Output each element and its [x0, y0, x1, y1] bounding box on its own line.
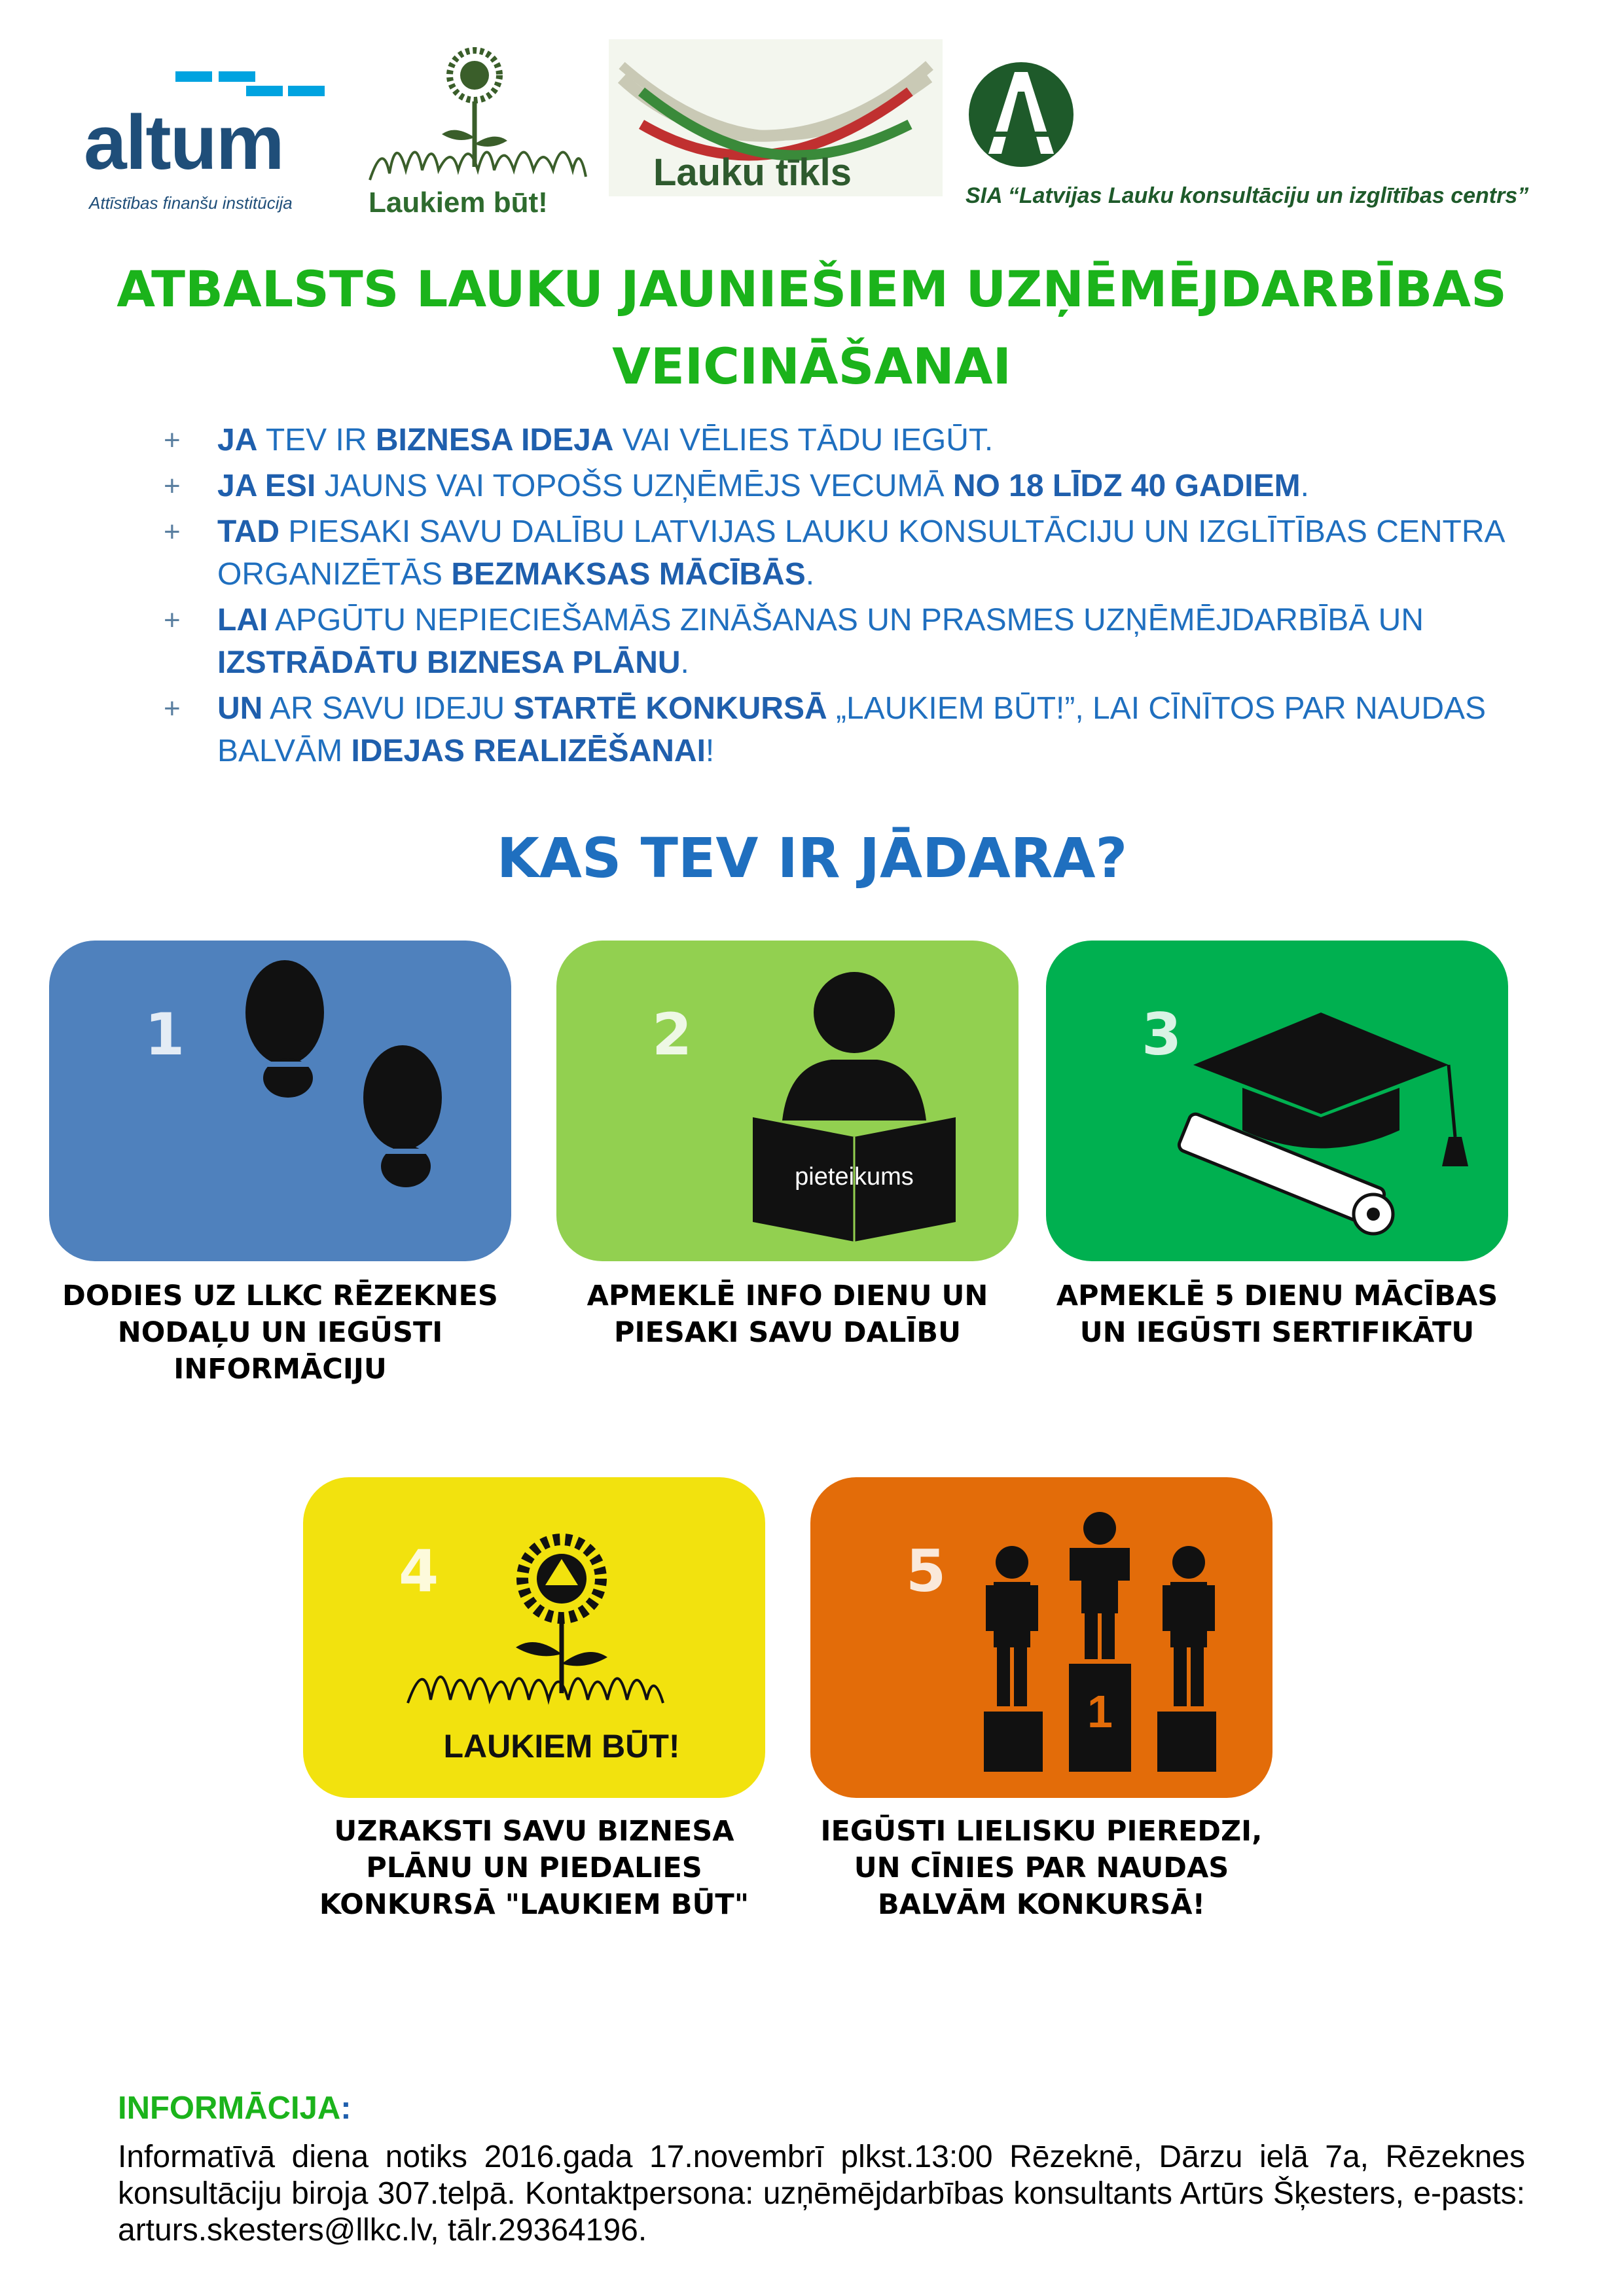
bullet-emphasis: LAI: [217, 603, 268, 637]
bullet-item: [164, 511, 1525, 596]
altum-logo: [84, 62, 333, 219]
podium-first-place-label: 1: [1087, 1686, 1113, 1737]
bullet-emphasis: STARTĒ KONKURSĀ: [513, 691, 827, 726]
laukiem-but-label: LAUKIEM BŪT!: [443, 1728, 680, 1765]
info-heading: [118, 2090, 352, 2126]
bullet-item: [164, 599, 1525, 684]
plus-bullet-icon: +: [164, 692, 181, 725]
bullet-text: .: [680, 645, 689, 680]
lauku-tikls-logo: [609, 39, 943, 196]
info-heading-colon: :: [340, 2090, 352, 2126]
section-question: KAS TEV IR JĀDARA?: [496, 826, 1128, 890]
headline: [79, 251, 1545, 405]
step-5-tile: [810, 1477, 1272, 1798]
bullet-emphasis: JA ESI: [217, 469, 316, 503]
llkc-wordmark: SIA “Latvijas Lauku konsultāciju un izglītības centrs”: [965, 183, 1529, 208]
step-5-number: 5: [906, 1537, 947, 1605]
sunflower-grass-icon: [363, 46, 605, 203]
bullet-emphasis: JA: [217, 423, 258, 457]
bullet-emphasis: NO 18 LĪDZ 40 GADIEM: [952, 469, 1301, 503]
info-paragraph: Informatīvā diena notiks 2016.gada 17.novembrī plkst.13:00 Rēzeknē, Dārzu ielā 7a, Rēzeknes konsultāciju biroja 307.telpā. Kontaktpersona: uzņēmējdarbības konsultants Artūrs Šķesters, e-pasts: arturs.skesters@llkc.lv, tālr.29364196.: [118, 2140, 1525, 2248]
step-2-number: 2: [652, 1001, 693, 1068]
altum-wordmark: altum: [84, 99, 283, 186]
bullet-text: JAUNS VAI TOPOŠS UZŅĒMĒJS VECUMĀ: [316, 469, 953, 503]
step-3-number: 3: [1142, 1001, 1182, 1068]
laukiem-but-wordmark: Laukiem būt!: [369, 187, 548, 219]
plus-bullet-icon: +: [164, 604, 181, 636]
podium-icon: [810, 1477, 1272, 1798]
step-4-tile: [303, 1477, 765, 1798]
reading-person-icon: [556, 941, 1019, 1261]
bullet-text: „LAUKIEM BŪT!”, LAI CĪNĪTOS PAR NAUDAS BALVĀM: [217, 691, 1487, 768]
llkc-emblem-icon: [965, 56, 1096, 173]
headline-line-1: ATBALSTS LAUKU JAUNIEŠIEM UZŅĒMĒJDARBĪBAS: [117, 260, 1507, 318]
laukiem-but-logo: [363, 46, 605, 219]
plus-bullet-icon: +: [164, 516, 181, 548]
bullet-emphasis: TAD: [217, 514, 280, 549]
bullet-emphasis: IZSTRĀDĀTU BIZNESA PLĀNU: [217, 645, 681, 680]
altum-tagline: Attīstības finanšu institūcija: [89, 193, 293, 213]
book-label: pieteikums: [795, 1163, 914, 1191]
bullet-text: VAI VĒLIES TĀDU IEGŪT.: [613, 423, 994, 457]
headline-line-2: VEICINĀŠANAI: [612, 337, 1011, 395]
bullet-text: !: [705, 734, 715, 768]
step-5-caption: IEGŪSTI LIELISKU PIEREDZI, UN CĪNIES PAR NAUDAS BALVĀM KONKURSĀ!: [820, 1815, 1263, 1921]
bullet-text: PIESAKI SAVU DALĪBU LATVIJAS LAUKU KONSULTĀCIJU UN IZGLĪTĪBAS CENTRA ORGANIZĒTĀS: [217, 514, 1504, 592]
bullet-emphasis: IDEJAS REALIZĒŠANAI: [351, 734, 706, 768]
plus-bullet-icon: +: [164, 424, 181, 456]
bullet-item: [164, 465, 1525, 507]
bullet-item: [164, 419, 1525, 461]
bullet-emphasis: UN: [217, 691, 263, 726]
step-1-number: 1: [145, 1001, 185, 1068]
step-1-tile: [49, 941, 511, 1261]
step-3-tile: [1046, 941, 1508, 1261]
llkc-logo: [965, 56, 1594, 213]
bullet-text: APGŪTU NEPIECIEŠAMĀS ZINĀŠANAS UN PRASMES UZŅĒMĒJDARBĪBĀ UN: [268, 603, 1424, 637]
step-2-caption: APMEKLĒ INFO DIENU UN PIESAKI SAVU DALĪBU: [586, 1280, 988, 1349]
bullet-text: .: [805, 557, 815, 592]
bullet-text: .: [1300, 469, 1309, 503]
bullet-text: TEV IR: [257, 423, 376, 457]
info-heading-text: INFORMĀCIJA: [118, 2090, 341, 2126]
bullet-emphasis: BIZNESA IDEJA: [375, 423, 614, 457]
step-3-caption: APMEKLĒ 5 DIENU MĀCĪBAS UN IEGŪSTI SERTIFIKĀTU: [1056, 1280, 1498, 1349]
bullet-emphasis: BEZMAKSAS MĀCĪBĀS: [451, 557, 806, 592]
step-4-number: 4: [399, 1537, 439, 1605]
lauku-tikls-wordmark: Lauku tīkls: [653, 151, 852, 194]
graduation-cap-icon: [1046, 941, 1508, 1261]
bullet-item: [164, 687, 1525, 772]
bullet-list: [164, 419, 1525, 776]
step-2-tile: [556, 941, 1019, 1261]
step-4-caption: UZRAKSTI SAVU BIZNESA PLĀNU UN PIEDALIES KONKURSĀ "LAUKIEM BŪT": [319, 1815, 749, 1921]
step-1-caption: DODIES UZ LLKC RĒZEKNES NODAĻU UN IEGŪSTI INFORMĀCIJU: [62, 1280, 498, 1386]
footprints-icon: [49, 941, 511, 1261]
bullet-text: AR SAVU IDEJU: [262, 691, 514, 726]
plus-bullet-icon: +: [164, 470, 181, 502]
